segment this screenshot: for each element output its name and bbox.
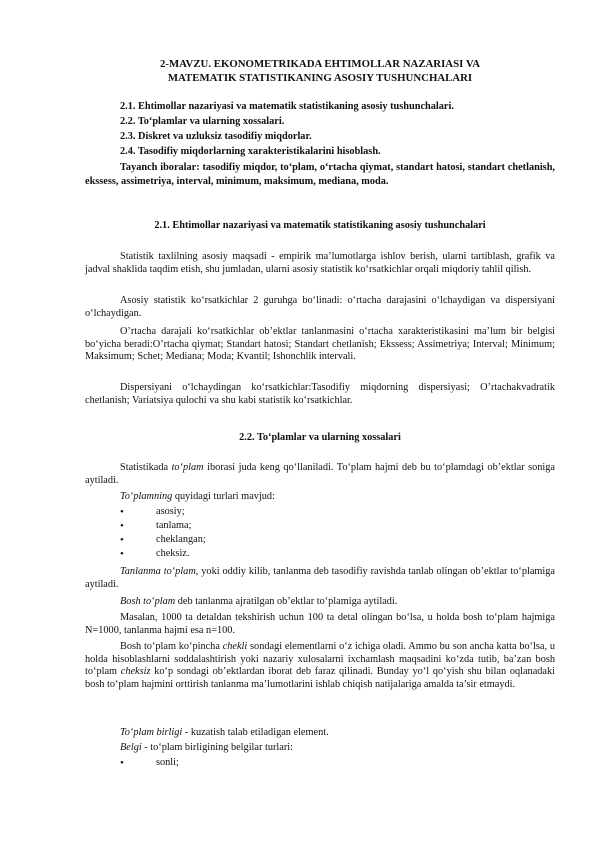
section-heading-2-2: 2.2. To‘plamlar va ularning xossalari xyxy=(239,432,401,443)
paragraph: Asosiy statistik ko‘rsatkichlar 2 guruhga bo‘linadi: o‘rtacha darajasini o‘lchaydigan va dispersiyani o‘lchaydigan. xyxy=(85,295,555,319)
term: To‘plam birligi xyxy=(120,727,183,738)
title-line-1: 2-MAVZU. EKONOMETRIKADA EHTIMOLLAR NAZARIASI VA xyxy=(159,58,481,70)
outline-item: 2.4. Tasodifiy miqdorlarning xarakteristikalarini hisoblash. xyxy=(120,146,381,157)
bullet-icon: • xyxy=(120,520,124,532)
bullet-icon: • xyxy=(120,534,124,546)
term: cheksiz xyxy=(120,666,151,678)
paragraph: To‘plamning quyidagi turlari mavjud: xyxy=(120,491,275,502)
paragraph: Statistik taxlilning asosiy maqsadi - empirik ma’lumotlarga ishlov berish, ularni tartiblash, grafik va jadval shaklida taqdim etish, shu jumladan, ularni asosiy statistik ko‘rsatkichlar orqali miqdoriy tahlil qilish. xyxy=(85,251,555,275)
section-heading-2-1: 2.1. Ehtimollar nazariyasi va matematik statistikaning asosiy tushunchalari xyxy=(154,220,486,231)
paragraph: Bosh to‘plam ko‘pincha chekli sondagi elementlarni o‘z ichiga oladi. Ammo bu son ancha katta bo‘lsa, u holda hisoblashlarni soddalashtirish yoki nazariy xulosalarni ixchamlash maqsadini ko‘zda tutib, ba’zan bosh to‘plam cheksiz ko‘p sondagi ob’ektlardan iborat deb faraz qilinadi. Bunday yo‘l qo‘yish shu bilan oqlanadaki bosh to‘plam hajmini orttirish tanlanma ma’lumotlarini ishlab chiqish natijalariga amalda ta’sir etmaydi. xyxy=(85,641,555,690)
outline-item: 2.1. Ehtimollar nazariyasi va matematik statistikaning asosiy tushunchalari. xyxy=(120,101,454,112)
paragraph: O’rtacha darajali ko‘rsatkichlar ob’ektlar tanlanmasini o‘rtacha xarakteristikasini ma’lum bir belgisi bo‘yicha beradi:O’rtacha qiymat; Standart hatosi; Standart chetlanish; Ekssess; Assimetriya; Interval; Minimum; Maksimum; Schet; Mediana; Moda; Kvantil; Ishonchlik intervali. xyxy=(85,326,555,363)
paragraph: To‘plam birligi - kuzatish talab etiladigan element. xyxy=(120,727,329,738)
paragraph: Dispersiyani o‘lchaydingan ko‘rsatkichlar:Tasodifiy miqdorning dispersiyasi; O’rtachakvadratik chetlanish; Variatsiya qulochi va shu kabi statistik ko‘rsatkichlar. xyxy=(85,382,555,406)
paragraph: Statistikada to‘plam iborasi juda keng qo‘llaniladi. To‘plam hajmi deb bu to‘plamdagi ob’ektlar soniga aytiladi. xyxy=(85,462,555,486)
term: Bosh to‘plam xyxy=(120,596,176,607)
topic-outline xyxy=(85,101,555,161)
paragraph: Masalan, 1000 ta detaldan tekshirish uchun 100 ta detal olingan bo‘lsa, u holda bosh to‘plam hajmiga N=1000, tanlanma hajmi esa n=100. xyxy=(85,612,555,636)
term: Tanlanma to‘plam xyxy=(120,566,196,577)
paragraph: Tanlanma to‘plam, yoki oddiy kilib, tanlanma deb tasodifiy ravishda tanlab olingan ob’ektlar to‘plamiga aytiladi. xyxy=(85,566,555,590)
paragraph: Belgi - to‘plam birligining belgilar turlari: xyxy=(120,742,294,753)
outline-item: 2.2. To‘plamlar va ularning xossalari. xyxy=(120,116,285,127)
keywords-paragraph: Tayanch iboralar: tasodifiy miqdor, to‘plam, o‘rtacha qiymat, standart hatosi, standart chetlanish, ekssess, assimetriya, interval, minimum, maksimum, mediana, moda. xyxy=(85,162,555,188)
term: to‘plam xyxy=(171,462,204,473)
document-title xyxy=(85,57,555,85)
bullet-icon: • xyxy=(120,506,124,518)
bullet-icon: • xyxy=(120,757,124,769)
term: To‘plamning xyxy=(120,491,173,502)
outline-item: 2.3. Diskret va uzluksiz tasodifiy miqdorlar. xyxy=(120,131,312,142)
title-line-2: MATEMATIK STATISTIKANING ASOSIY TUSHUNCHALARI xyxy=(167,72,473,84)
term: chekli xyxy=(222,641,248,652)
paragraph: Bosh to‘plam deb tanlanma ajratilgan ob’ektlar to‘plamiga aytiladi. xyxy=(120,596,398,607)
term: Belgi xyxy=(120,742,142,753)
bullet-icon: • xyxy=(120,548,124,560)
